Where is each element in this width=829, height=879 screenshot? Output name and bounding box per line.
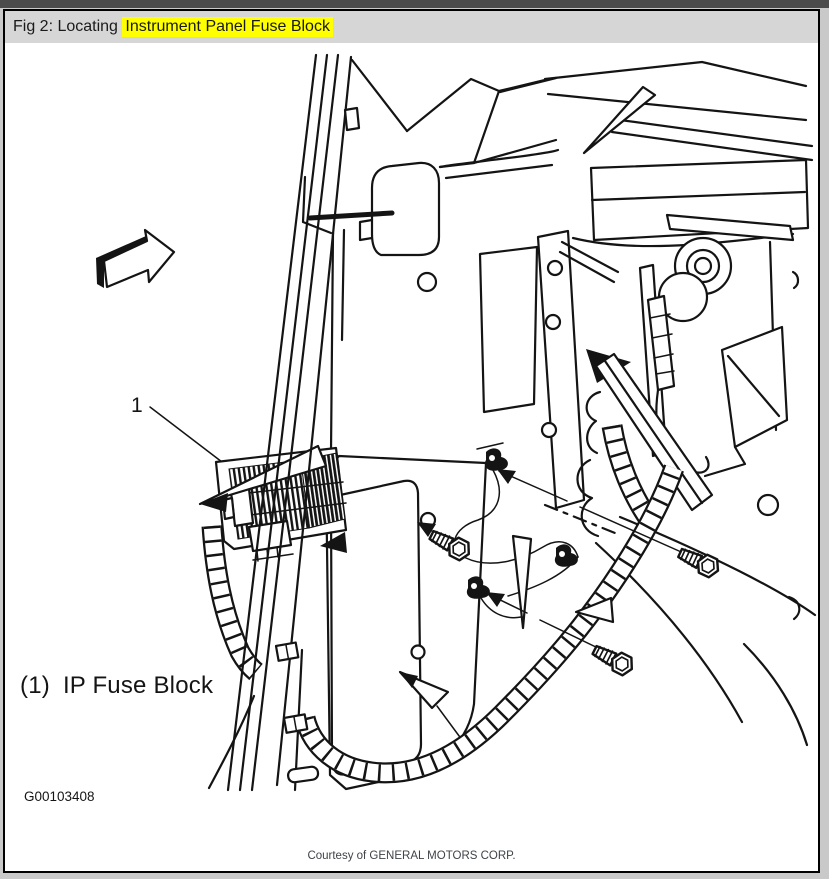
direction-arrow-icon xyxy=(96,230,174,288)
figure-title-prefix: Fig 2: Locating xyxy=(13,18,123,35)
figure-credit: Courtesy of GENERAL MOTORS CORP. xyxy=(307,850,516,862)
callout-1-number: 1 xyxy=(131,394,143,417)
bolt-graphic xyxy=(676,544,722,580)
figure-id: G00103408 xyxy=(24,789,95,804)
legend-ip-fuse-block xyxy=(20,672,213,700)
bolt-graphic xyxy=(590,641,636,678)
legend-number: (1) xyxy=(20,672,50,699)
figure-title-highlight: Instrument Panel Fuse Block xyxy=(122,17,333,37)
ip-fuse-block-graphic xyxy=(150,407,347,561)
legend-label: IP Fuse Block xyxy=(62,672,214,699)
callout-1 xyxy=(131,394,143,417)
